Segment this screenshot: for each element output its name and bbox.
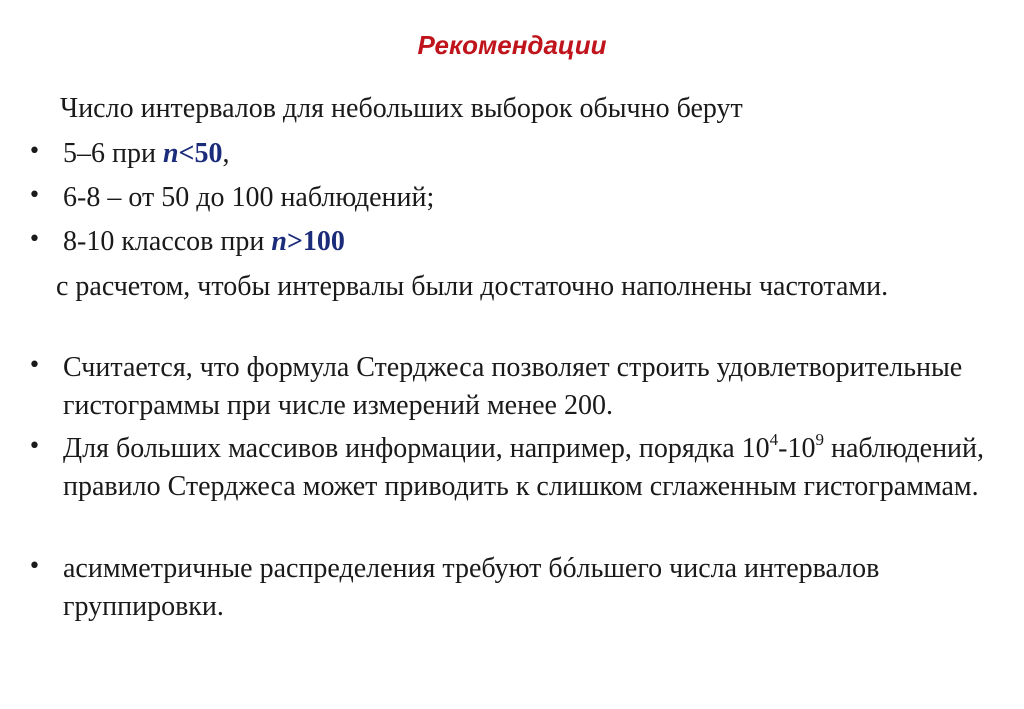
item-suffix: , xyxy=(222,138,230,169)
list-item xyxy=(28,349,1004,425)
item-prefix: 5–6 при xyxy=(63,138,163,169)
bullet-dot: • xyxy=(28,434,41,459)
list-item xyxy=(28,430,1004,506)
bullet-dot: • xyxy=(28,227,41,252)
item-text: Считается, что формула Стерджеса позволяет строить удовлетворительные гистограммы при числе измерений менее 200. xyxy=(63,352,963,421)
item-text-part: -10 xyxy=(778,433,816,464)
item-text: 6-8 – от 50 до 100 наблюдений; xyxy=(63,182,435,213)
list-item xyxy=(28,550,1004,626)
variable-n: n xyxy=(271,226,287,257)
slide-title: Рекомендации xyxy=(417,30,607,60)
bullet-dot: • xyxy=(28,353,41,378)
item-text: асимметричные распределения требуют бóльшего числа интервалов группировки. xyxy=(63,553,880,622)
condition-value: <50 xyxy=(178,138,223,169)
intro-text: Число интервалов для небольших выборок обычно берут xyxy=(60,93,743,124)
exponent: 9 xyxy=(815,429,824,449)
bullet-dot: • xyxy=(28,183,41,208)
item-text-part: Для больших массивов информации, например, порядка 10 xyxy=(63,433,770,464)
condition-value: >100 xyxy=(286,226,345,257)
bullet-dot: • xyxy=(28,554,41,579)
item-prefix: 8-10 классов при xyxy=(63,226,272,257)
item-text-part: наблюдений, правило Стерджеса может приводить к слишком сглаженным гистограммам. xyxy=(63,433,985,502)
bullet-dot: • xyxy=(28,139,41,164)
list-item xyxy=(28,223,1004,261)
variable-n: n xyxy=(162,138,179,169)
exponent: 4 xyxy=(769,429,779,449)
list-item xyxy=(28,135,1004,173)
list-item xyxy=(28,179,1004,217)
tail-text: с расчетом, чтобы интервалы были достаточно наполнены частотами. xyxy=(56,271,889,302)
